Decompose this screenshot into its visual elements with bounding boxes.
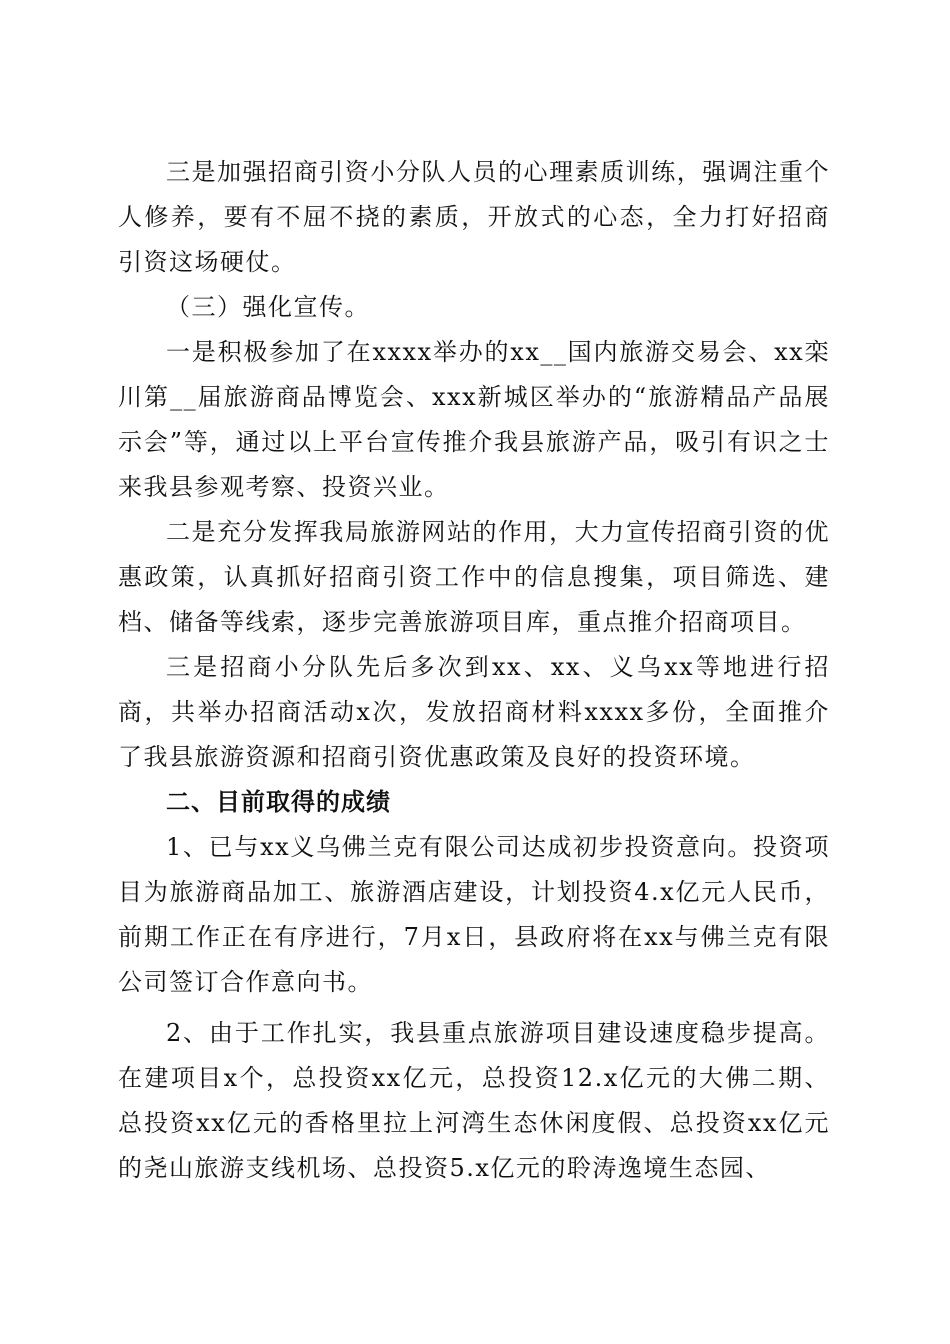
paragraph-psychological-training: 三是加强招商引资小分队人员的心理素质训练，强调注重个人修养，要有不屈不挠的素质，开放式的心态，全力打好招商引资这场硬仗。: [118, 158, 830, 276]
document-body: [118, 150, 830, 1191]
paragraph-trade-fairs: 一是积极参加了在xxxx举办的xx__国内旅游交易会、xx栾川第__届旅游商品博览会、xxx新城区举办的“旅游精品产品展示会”等，通过以上平台宣传推介我县旅游产品，吸引有识之士来我县参观考察、投资兴业。: [118, 338, 830, 501]
paragraph-investment-team-visits: 三是招商小分队先后多次到xx、xx、义乌xx等地进行招商，共举办招商活动x次，发放招商材料xxxx多份，全面推介了我县旅游资源和招商引资优惠政策及良好的投资环境。: [118, 653, 830, 771]
section-heading-achievements: 二、目前取得的成绩: [166, 788, 391, 816]
subheading-strengthen-publicity: （三）强化宣传。: [166, 293, 370, 321]
paragraph-investment-intent: 1、已与xx义乌佛兰克有限公司达成初步投资意向。投资项目为旅游商品加工、旅游酒店建设，计划投资4.x亿元人民币，前期工作正在有序进行，7月x日，县政府将在xx与佛兰克有限公司签订合作意向书。: [118, 833, 830, 996]
paragraph-key-projects: 2、由于工作扎实，我县重点旅游项目建设速度稳步提高。在建项目x个，总投资xx亿元，总投资12.x亿元的大佛二期、总投资xx亿元的香格里拉上河湾生态休闲度假、总投资xx亿元的尧山旅游支线机场、总投资5.x亿元的聆涛逸境生态园、: [118, 1019, 830, 1182]
paragraph-tourism-website: 二是充分发挥我局旅游网站的作用，大力宣传招商引资的优惠政策，认真抓好招商引资工作中的信息搜集，项目筛选、建档、储备等线索，逐步完善旅游项目库，重点推介招商项目。: [118, 518, 830, 636]
